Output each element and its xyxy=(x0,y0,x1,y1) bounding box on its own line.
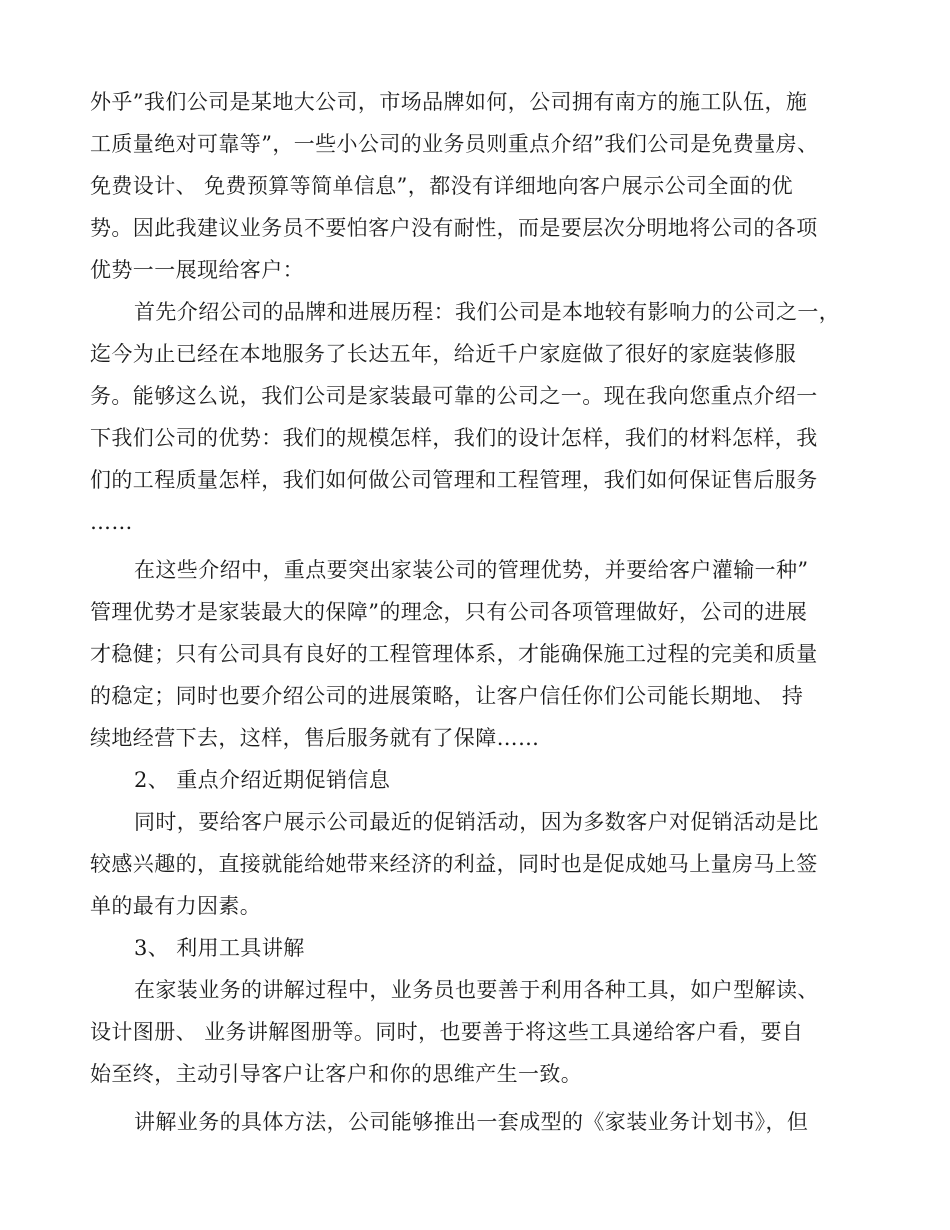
paragraph-line: 下我们公司的优势：我们的规模怎样，我们的设计怎样，我们的材料怎样，我 xyxy=(90,426,818,450)
paragraph-line: 管理优势才是家装最大的保障”的理念，只有公司各项管理做好，公司的进展 xyxy=(90,600,808,624)
paragraph-line: 才稳健；只有公司具有良好的工程管理体系，才能确保施工过程的完美和质量 xyxy=(90,642,818,666)
paragraph-line: 同时，要给客户展示公司最近的促销活动，因为多数客户对促销活动是比 xyxy=(134,810,819,834)
paragraph-line: 在这些介绍中，重点要突出家装公司的管理优势，并要给客户灌输一种” xyxy=(134,558,809,582)
paragraph-line: 的稳定；同时也要介绍公司的进展策略，让客户信任你们公司能长期地、 持 xyxy=(90,684,804,708)
paragraph-line: …… xyxy=(90,510,133,534)
paragraph-line: 势。因此我建议业务员不要怕客户没有耐性，而是要层次分明地将公司的各项 xyxy=(90,216,818,240)
paragraph-line: 讲解业务的具体方法，公司能够推出一套成型的《家装业务计划书》，但 xyxy=(134,1110,809,1134)
paragraph-line: 免费设计、 免费预算等简单信息”，都没有详细地向客户展示公司全面的优 xyxy=(90,174,794,198)
paragraph-line: 较感兴趣的，直接就能给她带来经济的利益，同时也是促成她马上量房马上签 xyxy=(90,852,818,876)
paragraph-line: 单的最有力因素。 xyxy=(90,894,262,918)
paragraph-line: 在家装业务的讲解过程中，业务员也要善于利用各种工具，如户型解读、 xyxy=(134,978,819,1002)
paragraph-line: 始至终，主动引导客户让客户和你的思维产生一致。 xyxy=(90,1062,583,1086)
section-heading: 2、 重点介绍近期促销信息 xyxy=(134,768,391,792)
paragraph-line: 外乎”我们公司是某地大公司，市场品牌如何，公司拥有南方的施工队伍，施 xyxy=(90,90,808,114)
paragraph-line: 们的工程质量怎样，我们如何做公司管理和工程管理，我们如何保证售后服务 xyxy=(90,468,818,492)
paragraph-line: 续地经营下去，这样，售后服务就有了保障…… xyxy=(90,726,540,750)
section-heading: 3、 利用工具讲解 xyxy=(134,936,305,960)
paragraph-line: 工质量绝对可靠等”，一些小公司的业务员则重点介绍”我们公司是免费量房、 xyxy=(90,132,819,156)
paragraph-line: 设计图册、 业务讲解图册等。同时，也要善于将这些工具递给客户看，要自 xyxy=(90,1020,804,1044)
paragraph-line: 迄今为止已经在本地服务了长达五年，给近千户家庭做了很好的家庭装修服 xyxy=(90,342,797,366)
paragraph-line: 务。能够这么说，我们公司是家装最可靠的公司之一。现在我向您重点介绍一 xyxy=(90,384,818,408)
paragraph-line: 首先介绍公司的品牌和进展历程：我们公司是本地较有影响力的公司之一， xyxy=(134,300,841,324)
paragraph-line: 优势一一展现给客户： xyxy=(90,258,304,282)
